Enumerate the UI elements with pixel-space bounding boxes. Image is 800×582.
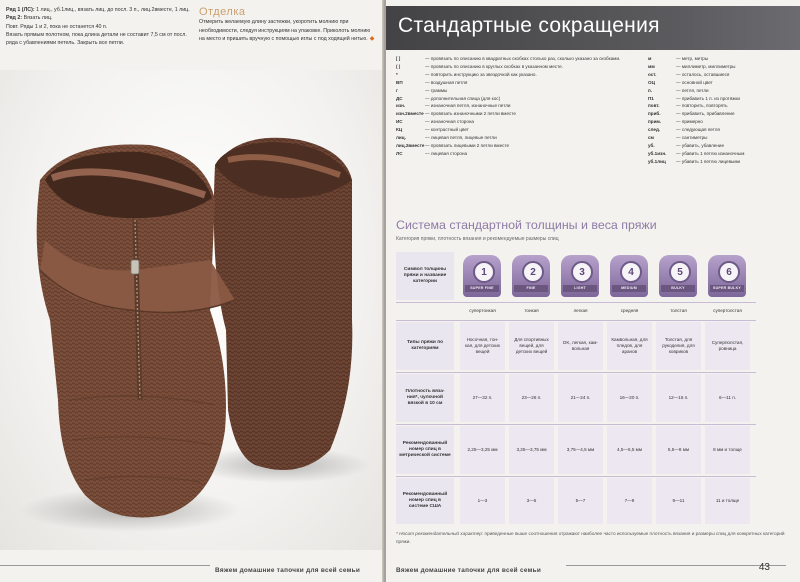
abbreviation-row (648, 79, 794, 87)
abbreviation-meaning: — контрастный цвет (425, 127, 469, 133)
footer-rule (0, 565, 210, 566)
pattern-instructions (6, 6, 191, 47)
table-cell-us: 3—5 (509, 478, 554, 524)
left-footer-title: Вяжем домашние тапочки для всей семьи (215, 567, 361, 574)
abbreviation-row (396, 118, 626, 126)
abbreviation-row (648, 95, 794, 103)
abbreviation-row (396, 87, 626, 95)
page-title: Стандартные сокращения (398, 14, 660, 37)
abbreviation-key: лиц. (396, 135, 406, 141)
abbreviation-row (396, 71, 626, 79)
table-cell-metric: 4,5—5,5 мм (607, 426, 652, 474)
abbreviation-key: уб. (648, 142, 655, 148)
yarn-system-title: Система стандартной толщины и веса пряжи (396, 218, 657, 232)
repeat-text: Повт. Ряды 1 и 2, пока не останется 40 п. (6, 23, 108, 30)
abbreviation-row (648, 158, 794, 166)
abbreviation-row (396, 110, 626, 118)
abbreviation-key: КЦ (396, 127, 403, 133)
abbreviation-meaning: — изнаночная сторона (425, 119, 474, 125)
table-divider (396, 424, 756, 425)
abbreviation-meaning: — воздушная петля (425, 79, 468, 85)
abbreviation-key: прим. (648, 119, 662, 125)
abbreviation-key: уб.1изн. (648, 150, 667, 156)
abbreviation-row (648, 150, 794, 158)
table-cell-gauge: 16—20 п. (607, 374, 652, 422)
finishing-block (199, 8, 377, 43)
abbreviation-key: изн.2вместе (396, 111, 424, 117)
right-page (386, 0, 800, 582)
abbreviation-row (648, 118, 794, 126)
table-cell-weight: легкая (573, 307, 588, 313)
footnote (396, 530, 792, 546)
yarn-weight-label: LIGHT (563, 285, 597, 292)
knitted-slippers-illustration (0, 70, 384, 550)
abbreviation-meaning: — прибавить, прибавление (676, 111, 735, 117)
abbreviation-meaning: — основной цвет (676, 79, 713, 85)
table-divider (396, 372, 756, 373)
table-cell-metric: 2,25—3,25 мм (460, 426, 505, 474)
abbreviation-key: приб. (648, 111, 661, 117)
row-header: Символ толщины пряжи и название категории (396, 252, 454, 300)
abbreviation-meaning: — провязать по описанию в круглых скобках в указанном месте. (425, 63, 563, 69)
table-cell-weight: супертонкая (469, 307, 496, 313)
table-cell-types: Для спортивных вещей, для детских вещей (509, 322, 554, 370)
table-cell-weight: толстая (670, 307, 687, 313)
table-divider (396, 476, 756, 477)
yarn-system-subtitle: Категория пряжи, плотность вязания и рекомендуемые размеры спиц (396, 236, 559, 242)
abbreviation-meaning: — повторить инструкцию за звездочкой как указано. (425, 71, 537, 77)
table-divider (396, 302, 756, 303)
yarn-weight-symbol (610, 255, 648, 297)
abbreviation-key: ОЦ (648, 79, 655, 85)
abbreviation-meaning: — изнаночная петля, изнаночные петли (425, 103, 511, 109)
abbreviation-key: г (396, 87, 398, 93)
abbreviation-key: уб.1лиц (648, 158, 666, 164)
abbreviation-meaning: — граммы (425, 87, 448, 93)
yarn-skein-icon: 2 (522, 261, 544, 283)
abbreviation-row (396, 126, 626, 134)
abbreviation-row (648, 110, 794, 118)
abbreviation-meaning: — лицевая петля, лицевые петли (425, 135, 497, 141)
right-footer-title: Вяжем домашние тапочки для всей семьи (396, 567, 542, 574)
row2-text: Вязать лиц. (23, 15, 53, 22)
table-cell-types: Толстая, для рукоделия, для ковриков (656, 322, 701, 370)
abbreviation-meaning: — убавить 1 петлю лицевыми (676, 158, 741, 164)
abbreviation-row (396, 142, 626, 150)
abbreviation-key: м (648, 56, 652, 61)
yarn-skein-icon: 3 (571, 261, 593, 283)
abbreviation-key: ( ) (396, 63, 401, 69)
abbreviation-key: повт. (648, 103, 660, 109)
table-cell-types: Камвольная, для пледов, для аранов (607, 322, 652, 370)
abbreviation-key: [ ] (396, 56, 401, 61)
abbreviations-list-left (396, 55, 626, 158)
abbreviation-key: ВП (396, 79, 403, 85)
abbreviation-meaning: — провязать по описанию в квадратных скобках столько раз, сколько указано за скобками. (425, 56, 621, 61)
abbreviation-row (648, 55, 794, 63)
abbreviation-key: изн. (396, 103, 406, 109)
row-header: Рекомендованный номер спиц в метрической системе (396, 426, 454, 474)
table-cell-metric: 8 мм и толще (705, 426, 750, 474)
abbreviation-meaning: — провязать изнаночными 2 петли вместе (425, 111, 516, 117)
yarn-skein-icon: 5 (669, 261, 691, 283)
row1-label: Ряд 1 (ЛС): (6, 7, 35, 13)
table-cell-gauge: 6—11 п. (705, 374, 750, 422)
left-page (0, 0, 384, 582)
abbreviation-meaning: — прибавить 1 п. из протяжки (676, 95, 740, 101)
row-header (396, 304, 454, 318)
yarn-weight-label: SUPER FINE (465, 285, 499, 292)
table-cell-gauge: 27—32 п. (460, 374, 505, 422)
table-cell-types: DK, легкая, кам- вольная (558, 322, 603, 370)
table-divider (396, 320, 756, 321)
yarn-weight-symbol (659, 255, 697, 297)
abbreviation-meaning: — осталось, оставшиеся (676, 71, 730, 77)
abbreviation-meaning: — дополнительная спица (для кос) (425, 95, 501, 101)
row-header: Плотность вяза- ния*, чулочной вязкой в 10 см (396, 374, 454, 422)
abbreviation-key: ИС (396, 119, 403, 125)
abbreviation-row (396, 150, 626, 158)
table-cell-gauge: 12—15 п. (656, 374, 701, 422)
finishing-text: Отмерить желаемую длину застежки, укоротить молнию при необходимости, следуя инструкциям на упаковке. Приколоть молнию на место и пришить вручную с помощью иглы с под ходящей нитью. (199, 19, 371, 42)
abbreviation-row (396, 102, 626, 110)
yarn-weight-symbol (708, 255, 746, 297)
abbreviation-meaning: — следующая петля (676, 127, 720, 133)
abbreviation-row (648, 71, 794, 79)
yarn-weight-label: MEDIUM (612, 285, 646, 292)
table-cell-metric: 3,25—3,75 мм (509, 426, 554, 474)
row2-label: Ряд 2: (6, 15, 23, 22)
abbreviation-meaning: — повторить, повторять (676, 103, 728, 109)
abbreviation-meaning: — провязать лицевыми 2 петли вместе (425, 142, 510, 148)
abbreviation-key: лиц.2вместе (396, 142, 425, 148)
abbreviation-key: см (648, 135, 654, 141)
abbreviation-row (648, 102, 794, 110)
yarn-weight-label: FINE (514, 285, 548, 292)
yarn-weight-symbol (561, 255, 599, 297)
abbreviation-meaning: — миллиметр, миллиметры (676, 63, 736, 69)
table-cell-us: 11 и толще (705, 478, 750, 524)
abbreviation-key: П1 (648, 95, 654, 101)
abbreviation-key: п. (648, 87, 653, 93)
table-cell-us: 7—9 (607, 478, 652, 524)
row-header: Типы пряжи по категориям (396, 322, 454, 370)
finishing-title: Отделка (199, 6, 246, 18)
footnote-text: приведенные выше соотношения отражают наиболее часто используемые плотность вязания и размеры спиц для конкретных категорий пряжи. (396, 531, 785, 544)
table-cell-metric: 3,75—4,5 мм (558, 426, 603, 474)
abbreviation-row (396, 95, 626, 103)
table-cell-weight: средняя (620, 307, 639, 313)
abbreviations-list-right (648, 55, 794, 166)
yarn-skein-icon: 6 (718, 261, 740, 283)
table-cell-types: Носочная, тон- кая, для детских вещей (460, 322, 505, 370)
abbreviation-key: ЛС (396, 150, 403, 156)
abbreviation-meaning: — убавить 1 петлю изнаночным (676, 150, 745, 156)
table-cell-gauge: 23—26 п. (509, 374, 554, 422)
table-cell-weight: супертолстая (713, 307, 742, 313)
abbreviation-key: ДС (396, 95, 403, 101)
abbreviation-row (648, 142, 794, 150)
row-header: Рекомендованный номер спиц в системе США (396, 478, 454, 524)
row1-text: 1 лиц., уб.1лиц., вязать лиц. до посл. 3 п., лиц.2вместе, 1 лиц. (36, 7, 190, 13)
table-cell-us: 9—11 (656, 478, 701, 524)
yarn-weight-symbol (512, 255, 550, 297)
abbreviation-meaning: — сантиметры (676, 135, 708, 141)
abbreviation-row (648, 134, 794, 142)
footer-rule (566, 565, 786, 566)
slippers-photo (0, 70, 384, 550)
abbreviation-meaning: — петля, петли (676, 87, 709, 93)
abbreviation-key: след. (648, 127, 661, 133)
yarn-weight-label: BULKY (661, 285, 695, 292)
abbreviation-row (648, 63, 794, 71)
abbreviation-row (396, 134, 626, 142)
table-cell-us: 5—7 (558, 478, 603, 524)
yarn-weight-table (396, 252, 748, 524)
yarn-skein-icon: 1 (473, 261, 495, 283)
abbreviation-key: ост. (648, 71, 657, 77)
footnote-lead: * Носит рекомендательный характер: (396, 531, 484, 536)
table-cell-gauge: 21—24 п. (558, 374, 603, 422)
abbreviation-row (396, 63, 626, 71)
table-cell-weight: тонкая (524, 307, 539, 313)
table-cell-types: Суперполстая, ровница (705, 322, 750, 370)
yarn-weight-symbol (463, 255, 501, 297)
section-header-band (386, 6, 800, 50)
abbreviation-meaning: — лицевая сторона (425, 150, 468, 156)
table-cell-us: 1—3 (460, 478, 505, 524)
straight-text: Вязать прямым полотном, пока длина детали не составит 7,5 см от посл. ряда с убавлениями петель. Закрыть все петли. (6, 31, 187, 47)
abbreviation-meaning: — метр, метры (676, 56, 709, 61)
abbreviation-meaning: — убавить, убавление (676, 142, 725, 148)
page-number: 43 (758, 562, 770, 573)
abbreviation-row (396, 79, 626, 87)
abbreviation-key: * (396, 71, 398, 77)
yarn-weight-label: SUPER BULKY (710, 285, 744, 292)
abbreviation-meaning: — примерно (676, 119, 703, 125)
abbreviation-row (648, 87, 794, 95)
diamond-icon: ◆ (369, 35, 375, 42)
abbreviation-row (396, 55, 626, 63)
abbreviation-row (648, 126, 794, 134)
yarn-skein-icon: 4 (620, 261, 642, 283)
table-cell-metric: 5,5—8 мм (656, 426, 701, 474)
abbreviation-key: мм (648, 63, 655, 69)
